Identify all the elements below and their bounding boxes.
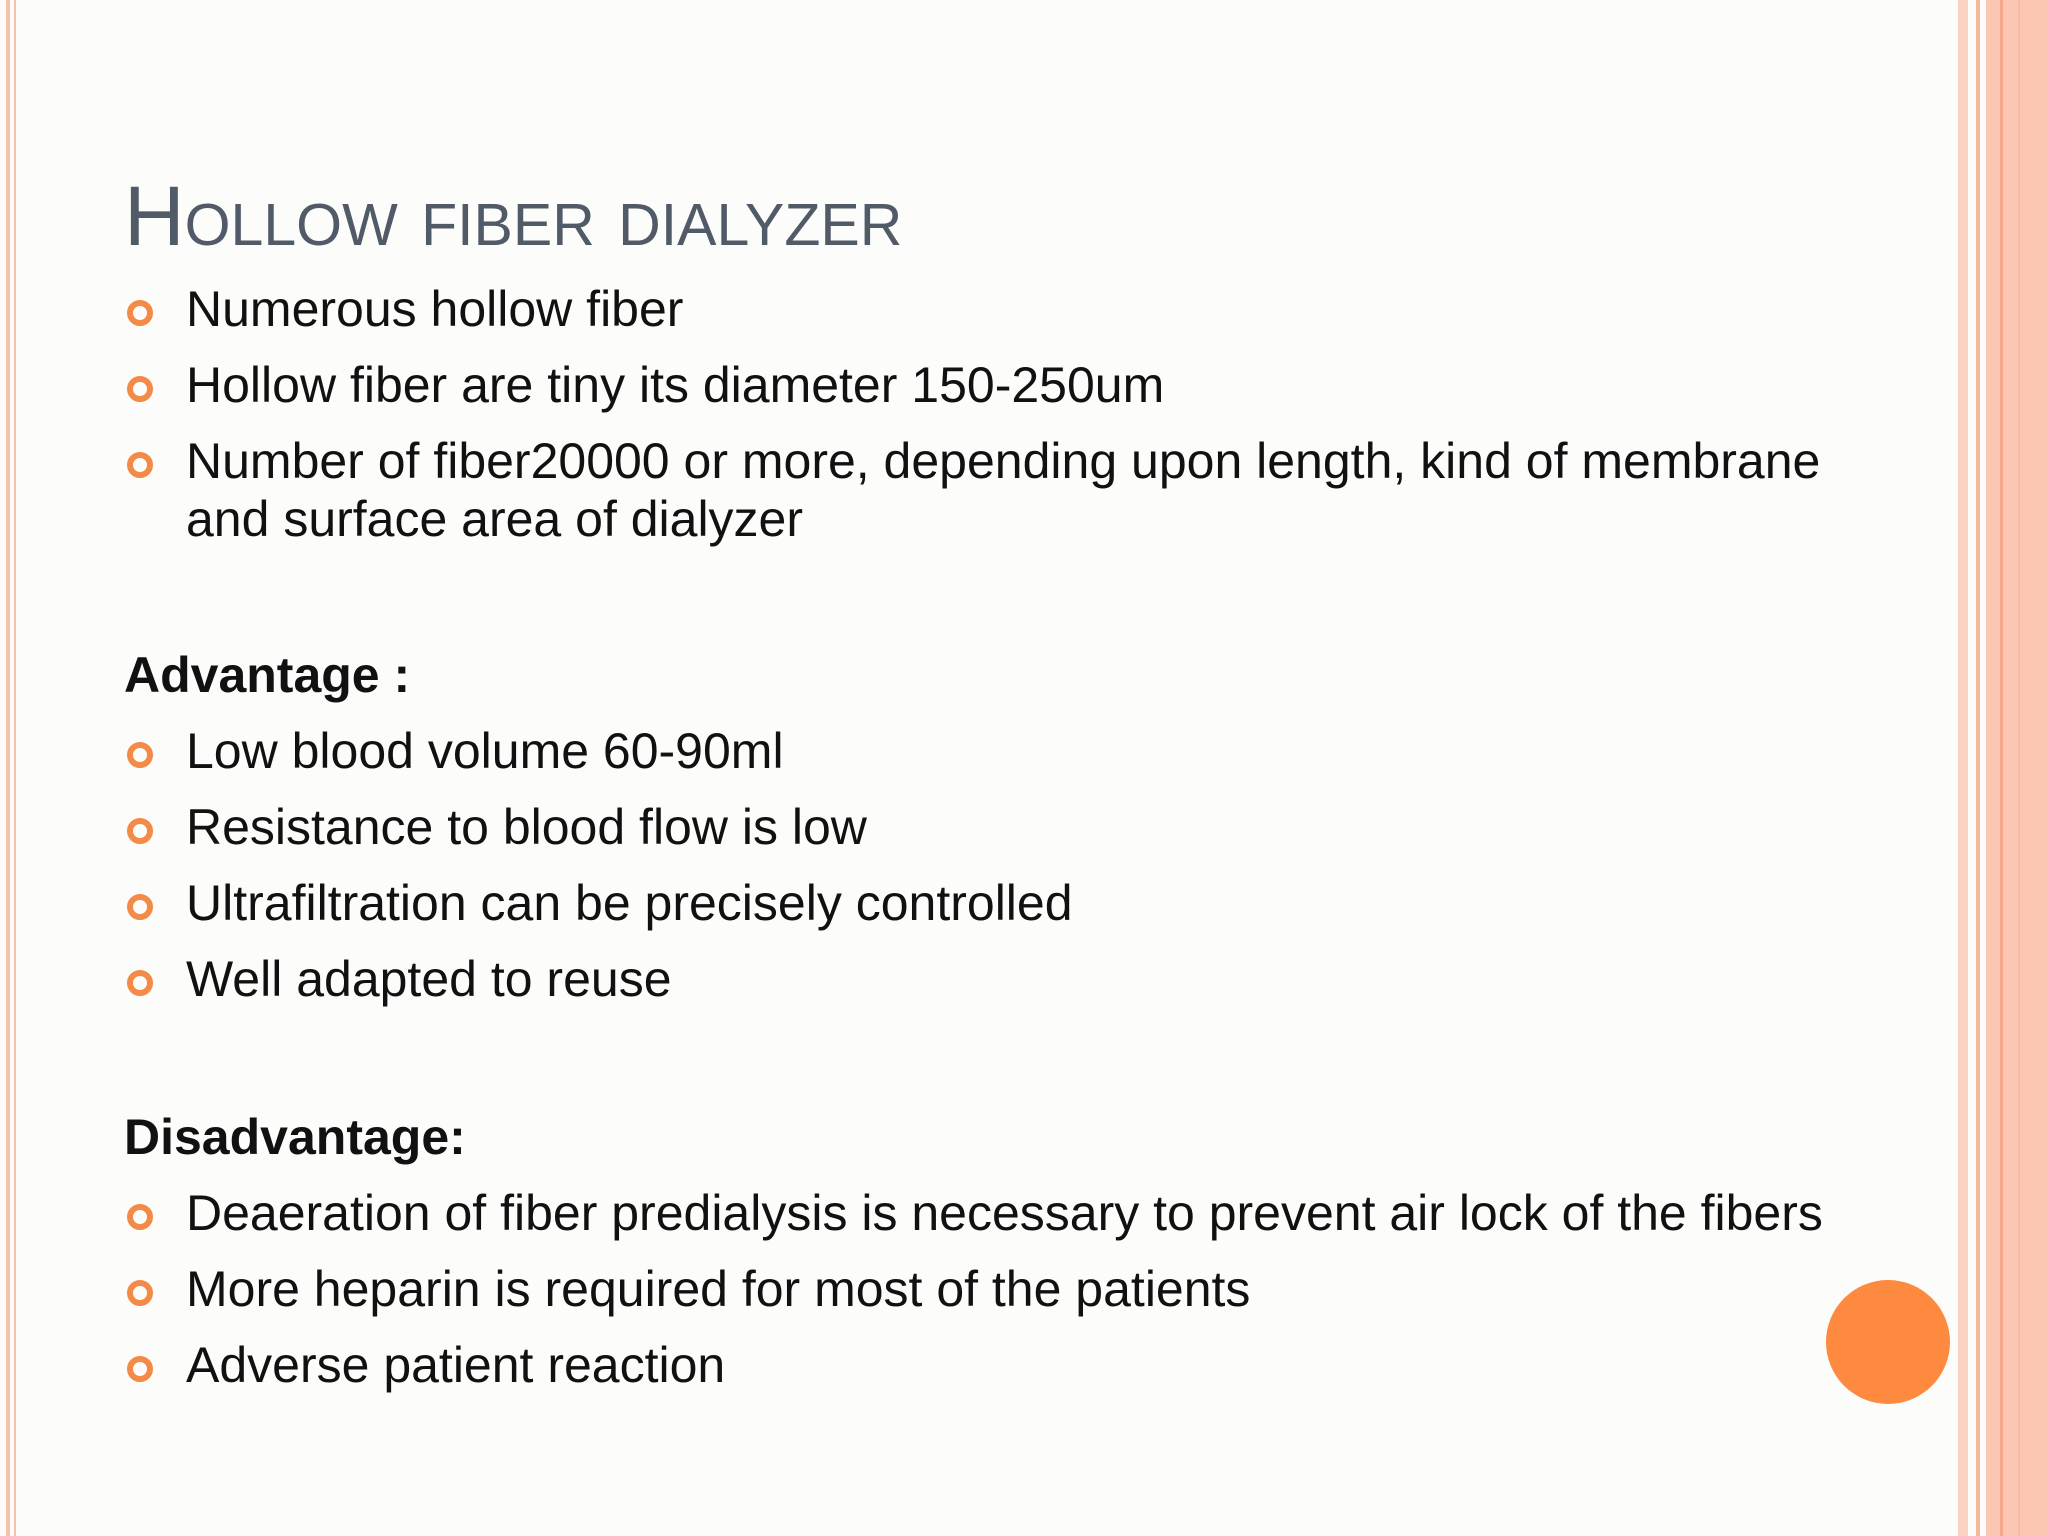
list-item bbox=[124, 722, 1824, 780]
list-item-text: Number of fiber20000 or more, depending upon length, kind of membrane and surface area of dialyzer bbox=[186, 433, 1821, 547]
left-border-line bbox=[14, 0, 16, 1536]
list-item bbox=[124, 798, 1824, 856]
right-decor-stripe bbox=[1986, 0, 2048, 1536]
list-item-text: Deaeration of fiber predialysis is necessary to prevent air lock of the fibers bbox=[186, 1185, 1823, 1241]
list-item bbox=[124, 356, 1824, 414]
hollow-circle-bullet-icon bbox=[127, 742, 153, 768]
advantage-heading: Advantage : bbox=[124, 647, 411, 703]
list-item bbox=[124, 874, 1824, 932]
list-item-text: Adverse patient reaction bbox=[186, 1337, 726, 1393]
advantage-list bbox=[124, 722, 1824, 1008]
right-decor-stripe bbox=[1968, 0, 1976, 1536]
hollow-circle-bullet-icon bbox=[127, 1280, 153, 1306]
right-decor-stripe bbox=[1958, 0, 1968, 1536]
left-border-line bbox=[6, 0, 10, 1536]
list-item bbox=[124, 432, 1824, 548]
hollow-circle-bullet-icon bbox=[127, 376, 153, 402]
list-item bbox=[124, 280, 1824, 338]
list-item-text: More heparin is required for most of the patients bbox=[186, 1261, 1251, 1317]
list-item bbox=[124, 950, 1824, 1008]
intro-list bbox=[124, 280, 1824, 548]
list-item bbox=[124, 1184, 1824, 1242]
disadvantage-heading: Disadvantage: bbox=[124, 1109, 466, 1165]
list-item-text: Well adapted to reuse bbox=[186, 951, 672, 1007]
right-decor-stripe bbox=[2018, 0, 2020, 1536]
list-item-text: Resistance to blood flow is low bbox=[186, 799, 867, 855]
hollow-circle-bullet-icon bbox=[127, 1204, 153, 1230]
list-item bbox=[124, 1336, 1824, 1394]
hollow-circle-bullet-icon bbox=[127, 894, 153, 920]
list-item-text: Low blood volume 60-90ml bbox=[186, 723, 784, 779]
list-item-text: Numerous hollow fiber bbox=[186, 281, 684, 337]
accent-circle bbox=[1826, 1280, 1950, 1404]
hollow-circle-bullet-icon bbox=[127, 452, 153, 478]
hollow-circle-bullet-icon bbox=[127, 300, 153, 326]
spacer bbox=[124, 566, 1824, 646]
slide-body bbox=[124, 280, 1824, 1412]
list-item-text: Ultrafiltration can be precisely controlled bbox=[186, 875, 1073, 931]
hollow-circle-bullet-icon bbox=[127, 1356, 153, 1382]
spacer bbox=[124, 1026, 1824, 1108]
right-decor-stripe bbox=[2000, 0, 2003, 1536]
list-item-text: Hollow fiber are tiny its diameter 150-250um bbox=[186, 357, 1165, 413]
list-item bbox=[124, 1260, 1824, 1318]
slide-title: Hollow fiber dialyzer bbox=[124, 169, 903, 263]
hollow-circle-bullet-icon bbox=[127, 818, 153, 844]
hollow-circle-bullet-icon bbox=[127, 970, 153, 996]
disadvantage-list bbox=[124, 1184, 1824, 1394]
